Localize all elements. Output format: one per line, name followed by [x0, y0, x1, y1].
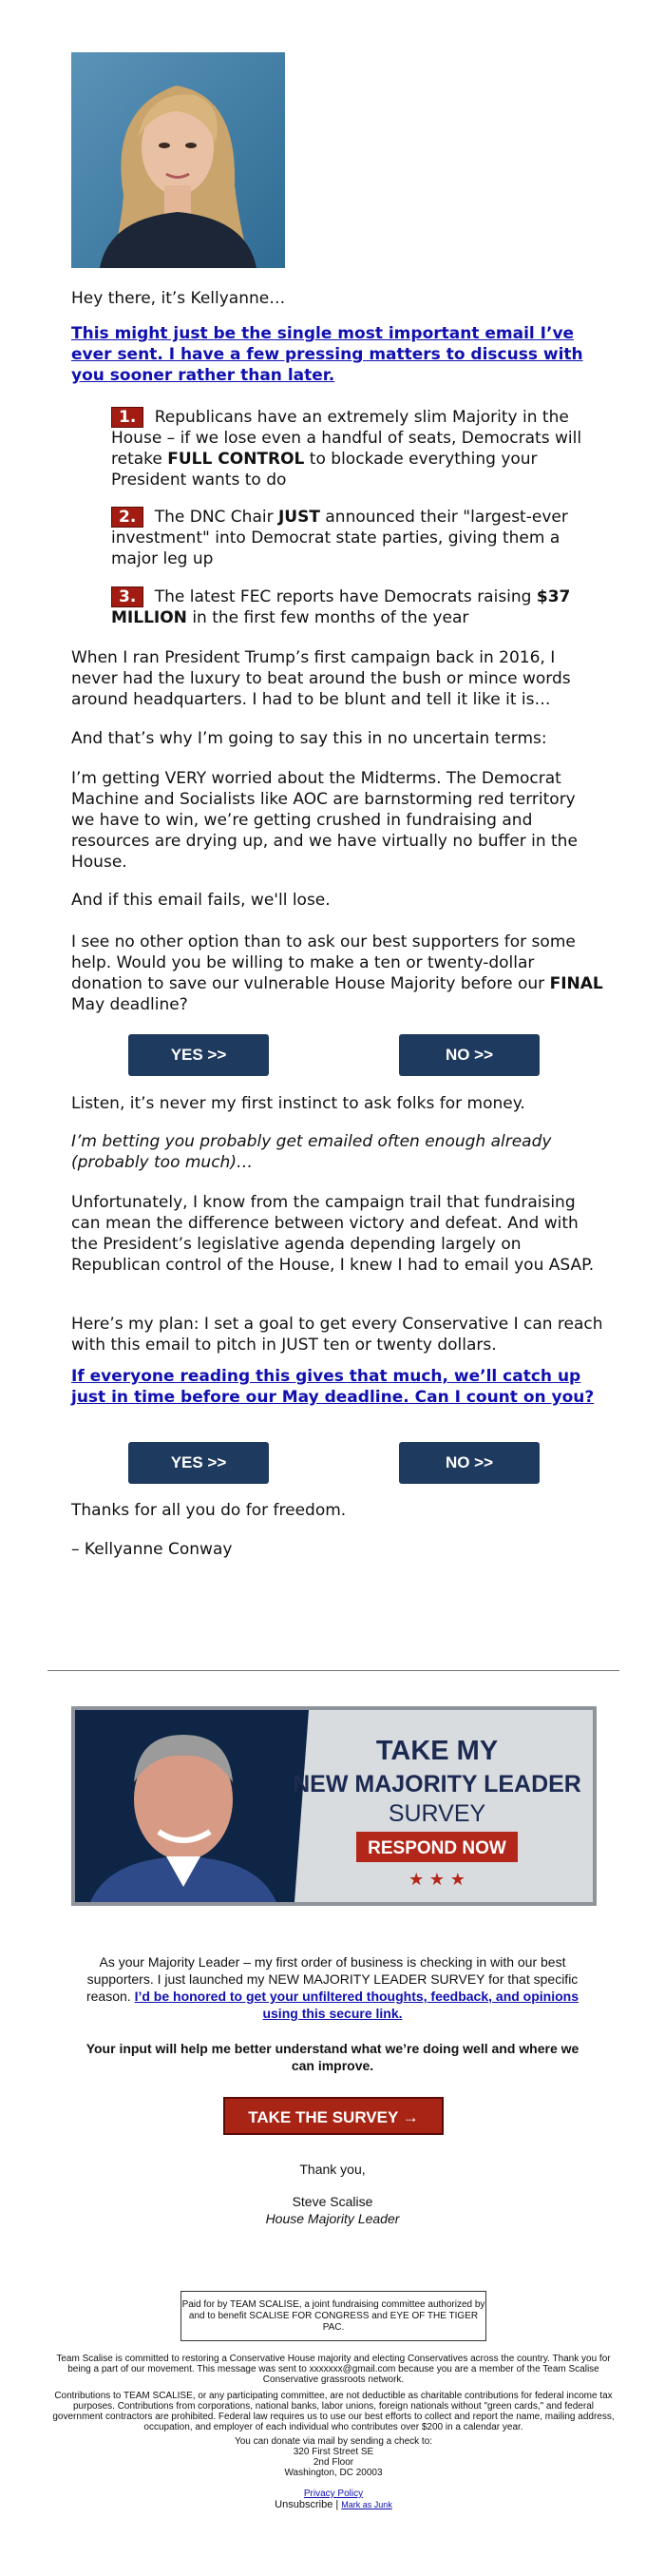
footer-contributions: Contributions to TEAM SCALISE, or any participating committee, are not deductible as charitable contributions for federal income tax purposes. Contributions from corporations, national banks, labor unions, foreign nationals without "green cards," and federal government contractors are prohibited. Federal law requires us to use our best efforts to collect and report the name, mailing address, occupation, and employer of each individual who contributes over $200 in a calendar year. [52, 2391, 615, 2432]
paid-for-box: Paid for by TEAM SCALISE, a joint fundraising committee authorized by and to benefit SCALISE FOR CONGRESS and EYE OF THE TIGER PAC. [180, 2291, 486, 2341]
headline-link[interactable]: This might just be the single most important email I’ve ever sent. I have a few pressing matters to discuss with you sooner rather than later. [71, 324, 583, 385]
footer-mail: You can donate via mail by sending a check to: [234, 2436, 433, 2447]
mark-as-junk-link[interactable]: Mark as Junk [341, 2500, 392, 2509]
footer-address-line2: 2nd Floor [313, 2457, 354, 2468]
paragraph: And that’s why I’m going to say this in no uncertain terms: [71, 729, 547, 748]
paragraph: I’m getting VERY worried about the Midterms. The Democrat Machine and Socialists like AOC are barnstorming red territory we have to win, we’re getting crushed in fundraising and resources are drying up, and we have virtually no buffer in the House. [71, 769, 578, 872]
yes-button[interactable]: YES >> [128, 1442, 269, 1484]
paragraph: Here’s my plan: I set a goal to get every Conservative I can reach with this email to pitch in JUST ten or twenty dollars. [71, 1315, 603, 1355]
survey-thanks: Thank you, [299, 2162, 366, 2177]
survey-title: House Majority Leader [265, 2211, 400, 2226]
paragraph: When I ran President Trump’s first campaign back in 2016, I never had the luxury to beat around the bush or mince words around headquarters. I had to be blunt and tell it like it is… [71, 648, 571, 709]
item-number: 2. [111, 507, 143, 528]
signature: – Kellyanne Conway [71, 1540, 233, 1559]
no-button[interactable]: NO >> [399, 1442, 540, 1484]
paragraph: I see no other option than to ask our best supporters for some help. Would you be willing to make a ten or twenty-dollar donation to save our vulnerable House Majority before our FINAL May deadline? [71, 932, 603, 1014]
respond-now-label: RESPOND NOW [368, 1838, 506, 1858]
banner-line2: NEW MAJORITY LEADER [293, 1771, 581, 1797]
no-button[interactable]: NO >> [399, 1034, 540, 1076]
divider [48, 1670, 619, 1671]
yes-button[interactable]: YES >> [128, 1034, 269, 1076]
survey-name: Steve Scalise [292, 2194, 373, 2209]
survey-link[interactable]: I’d be honored to get your unfiltered thoughts, feedback, and opinions using this secure link. [134, 1989, 580, 2021]
item-number: 1. [111, 407, 143, 428]
paragraph: Unfortunately, I know from the campaign trail that fundraising can mean the difference between victory and defeat. And with the President’s legislative agenda depending largely on Republican control of the House, I knew I had to email you ASAP. [71, 1193, 595, 1275]
footer-unsubscribe-row: Unsubscribe | Mark as Junk [275, 2499, 392, 2510]
item-number: 3. [111, 586, 143, 607]
greeting: Hey there, it’s Kellyanne… [71, 289, 286, 308]
paragraph: Thanks for all you do for freedom. [71, 1501, 347, 1520]
paragraph: Listen, it’s never my first instinct to ask folks for money. [71, 1094, 525, 1113]
survey-banner[interactable] [71, 1706, 597, 1906]
banner-graphic [71, 1706, 597, 1906]
survey-intro: As your Majority Leader – my first order of business is checking in with our best supporters. I just launched my NEW MAJORITY LEADER SURVEY for that specific reason. I’d be honored to get your unfiltered thoughts, feedback, and opinions using this secure link. [86, 1954, 580, 2021]
footer-address-line3: Washington, DC 20003 [284, 2468, 383, 2478]
kellyanne-portrait [71, 52, 285, 268]
take-survey-button[interactable]: TAKE THE SURVEY → [223, 2097, 444, 2135]
portrait-image [71, 52, 285, 268]
list-item: 3. The latest FEC reports have Democrats raising $37 MILLION in the first few months of the year [111, 587, 571, 627]
deadline-link[interactable]: If everyone reading this gives that much, we’ll catch up just in time before our May deadline. Can I count on you? [71, 1367, 595, 1407]
list-item: 1. Republicans have an extremely slim Majority in the House – if we lose even a handful of seats, Democrats will retake FULL CONTROL to blockade everything your President wants to do [111, 408, 582, 490]
paragraph: And if this email fails, we'll lose. [71, 891, 331, 910]
privacy-policy-link[interactable]: Privacy Policy [303, 2489, 364, 2499]
list-item: 2. The DNC Chair JUST announced their "largest-ever investment" into Democrat state parties, giving them a major leg up [111, 508, 568, 568]
banner-line3: SURVEY [388, 1800, 486, 1827]
survey-bold: Your input will help me better understand what we’re doing well and where we can improve. [86, 2041, 580, 2073]
unsubscribe-link[interactable]: Unsubscribe [275, 2499, 333, 2510]
footer-committed: Team Scalise is committed to restoring a Conservative House majority and electing Conservatives across the country. Thank you for being a part of our movement. This message was sent to xxxxxxx@gmail.com because you are a member of the Team Scalise Conservative grassroots network. [56, 2354, 611, 2385]
stars: ★ ★ ★ [408, 1870, 466, 1890]
paragraph-italic: I’m betting you probably get emailed often enough already (probably too much)… [71, 1132, 552, 1172]
banner-line1: TAKE MY [375, 1736, 499, 1766]
footer-address-line1: 320 First Street SE [293, 2447, 374, 2457]
footer-privacy-row [48, 2489, 619, 2499]
